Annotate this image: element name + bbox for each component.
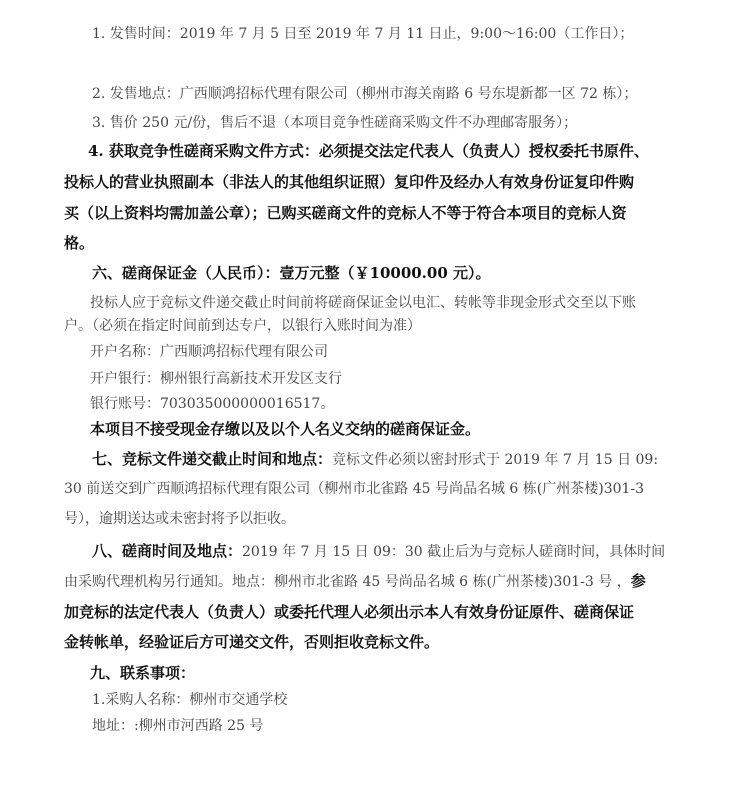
deposit-note: 本项目不接受现金存缴以及以个人名义交纳的磋商保证金。 [90, 420, 481, 438]
account-number: 银行账号：703035000000016517。 [90, 396, 335, 412]
section-8-line-4: 金转帐单，经验证后方可递交文件，否则拒收竞标文件。 [64, 633, 440, 651]
account-name: 开户名称：广西顺鸿招标代理有限公司 [90, 344, 328, 360]
section-8-bold-start: 参 [630, 572, 646, 590]
purchaser-address: 地址：:柳州市河西路 25 号 [92, 718, 264, 734]
section-7-text: 竞标文件必须以密封形式于 2019 年 7 月 15 日 09: [332, 452, 659, 468]
section-8-location: 由采购代理机构另行通知。地点：柳州市北雀路 45 号尚品名城 6 栋(广州茶楼)301-3 号 ， [64, 574, 631, 590]
section-9-title: 九、联系事项： [90, 664, 196, 682]
section-7-line-1 [92, 449, 658, 470]
section-7-title: 七、竞标文件递交截止时间和地点： [92, 450, 333, 468]
price-item: 3. 售价 250 元/份，售后不退（本项目竞争性磋商采购文件不办理邮寄服务）； [92, 115, 578, 131]
purchaser-name: 1.采购人名称：柳州市交通学校 [92, 692, 288, 708]
obtain-method-line-3: 买（以上资料均需加盖公章）；已购买磋商文件的竞标人不等于符合本项目的竞标人资 [64, 204, 627, 222]
section-8-line-3: 加竞标的法定代表人（负责人）或委托代理人必须出示本人有效身份证原件、磋商保证 [64, 603, 635, 621]
obtain-method-line-2: 投标人的营业执照副本（非法人的其他组织证照）复印件及经办人有效身份证复印件购 [64, 173, 635, 191]
obtain-method-line-1: 4. 获取竞争性磋商采购文件方式：必须提交法定代表人（负责人）授权委托书原件、 [88, 142, 649, 160]
deposit-instruction-line-2: 户。（必须在指定时间前到达专户，以银行入账时间为准） [64, 318, 421, 334]
section-7-line-2: 30 前送交到广西顺鸿招标代理有限公司（柳州市北雀路 45 号尚品名城 6 栋(广州茶楼)301-3 [64, 481, 645, 497]
section-8-line-2 [64, 571, 646, 592]
section-8-text: 2019 年 7 月 15 日 09：30 截止后为与竞标人磋商时间，具体时间 [242, 544, 666, 560]
sale-location-item: 2. 发售地点：广西顺鸿招标代理有限公司（柳州市海关南路 6 号东堤新都一区 72 栋）； [92, 86, 638, 102]
section-8-line-1 [92, 541, 665, 562]
bank-name: 开户银行：柳州银行高新技术开发区支行 [90, 371, 342, 387]
obtain-method-line-4: 格。 [64, 234, 95, 252]
section-7-line-3: 号），逾期送达或未密封将予以拒收。 [64, 511, 295, 527]
section-6-title: 六、磋商保证金（人民币）：壹万元整（￥10000.00 元）。 [92, 264, 491, 282]
deposit-instruction-line-1: 投标人应于竞标文件递交截止时间前将磋商保证金以电汇、转帐等非现金形式交至以下账 [90, 295, 636, 311]
section-8-title: 八、磋商时间及地点： [92, 542, 243, 560]
sale-time-item: 1. 发售时间：2019 年 7 月 5 日至 2019 年 7 月 11 日止，9:00～16:00（工作日）； [92, 26, 634, 42]
